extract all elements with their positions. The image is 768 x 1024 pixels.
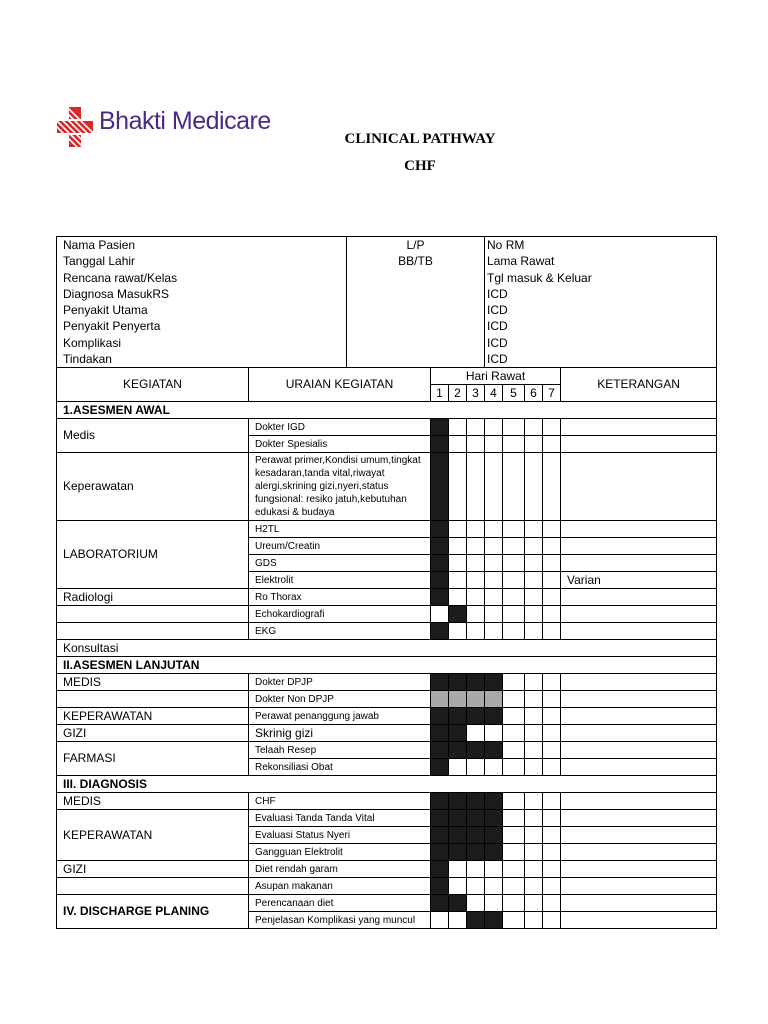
- kegiatan-cell: GIZI: [57, 725, 249, 742]
- uraian-cell: H2TL: [249, 521, 431, 538]
- day-cell: [543, 793, 561, 810]
- section-row: [57, 657, 717, 674]
- day-cell-filled: [431, 589, 449, 606]
- day-cell-filled: [431, 810, 449, 827]
- day-cell-filled: [467, 827, 485, 844]
- day-cell: [467, 572, 485, 589]
- day-cell: [503, 844, 525, 861]
- keterangan-cell: [561, 895, 717, 912]
- table-row: [57, 419, 717, 436]
- day-cell-filled: [449, 844, 467, 861]
- keterangan-cell: [561, 878, 717, 895]
- day-cell-filled: [449, 742, 467, 759]
- info-label: ICD: [487, 303, 508, 318]
- day-cell: [449, 878, 467, 895]
- uraian-cell: Skrinig gizi: [249, 725, 431, 742]
- table-row: [57, 725, 717, 742]
- day-cell: [467, 436, 485, 453]
- day-cell-filled: [431, 895, 449, 912]
- uraian-cell: Penjelasan Komplikasi yang muncul: [249, 912, 431, 929]
- table-row: [57, 742, 717, 759]
- day-cell: [503, 572, 525, 589]
- day-cell: [543, 759, 561, 776]
- logo-text: Bhakti Medicare: [99, 107, 271, 135]
- day-cell: [543, 844, 561, 861]
- keterangan-cell: [561, 725, 717, 742]
- kegiatan-cell: [57, 606, 249, 623]
- day-cell-partial: [449, 691, 467, 708]
- day-number: 2: [449, 385, 467, 402]
- day-cell: [525, 827, 543, 844]
- day-cell-filled: [467, 793, 485, 810]
- day-cell: [467, 759, 485, 776]
- day-cell: [543, 555, 561, 572]
- kegiatan-cell: LABORATORIUM: [57, 521, 249, 589]
- day-cell: [467, 453, 485, 521]
- day-cell: [525, 419, 543, 436]
- keterangan-cell: Varian: [561, 572, 717, 589]
- kegiatan-cell: MEDIS: [57, 793, 249, 810]
- day-cell: [449, 759, 467, 776]
- header-kegiatan: KEGIATAN: [57, 368, 249, 402]
- day-cell: [503, 895, 525, 912]
- day-cell: [503, 810, 525, 827]
- table-row: [57, 640, 717, 657]
- day-cell: [503, 623, 525, 640]
- info-label: ICD: [487, 335, 508, 350]
- day-cell-filled: [449, 895, 467, 912]
- day-cell: [485, 555, 503, 572]
- patient-info-right: [485, 237, 717, 368]
- table-row: [57, 691, 717, 708]
- kegiatan-cell: KEPERAWATAN: [57, 708, 249, 725]
- keterangan-cell: [561, 436, 717, 453]
- table-row: [57, 674, 717, 691]
- day-cell-filled: [431, 708, 449, 725]
- table-row: [57, 623, 717, 640]
- keterangan-cell: [561, 827, 717, 844]
- day-cell: [543, 538, 561, 555]
- day-number: 1: [431, 385, 449, 402]
- table-row: [57, 589, 717, 606]
- keterangan-cell: [561, 453, 717, 521]
- day-cell: [543, 521, 561, 538]
- uraian-cell: Elektrolit: [249, 572, 431, 589]
- day-number: 5: [503, 385, 525, 402]
- day-cell-filled: [431, 521, 449, 538]
- kegiatan-cell: [57, 878, 249, 895]
- day-cell-filled: [431, 827, 449, 844]
- day-cell-filled: [431, 844, 449, 861]
- uraian-cell: CHF: [249, 793, 431, 810]
- day-cell: [503, 878, 525, 895]
- info-label: Komplikasi: [63, 335, 122, 350]
- day-cell: [525, 861, 543, 878]
- document-subtitle: CHF: [404, 158, 436, 174]
- section-row: [57, 776, 717, 793]
- table-row: [57, 708, 717, 725]
- day-cell: [485, 521, 503, 538]
- day-cell: [467, 555, 485, 572]
- patient-info-mid: [347, 237, 485, 368]
- uraian-cell: Dokter Non DPJP: [249, 691, 431, 708]
- day-cell: [485, 453, 503, 521]
- day-cell: [525, 623, 543, 640]
- day-cell: [543, 878, 561, 895]
- uraian-cell: Diet rendah garam: [249, 861, 431, 878]
- day-cell-filled: [485, 844, 503, 861]
- day-cell: [543, 810, 561, 827]
- header-uraian: URAIAN KEGIATAN: [249, 368, 431, 402]
- section-title: III. DIAGNOSIS: [57, 776, 717, 793]
- day-cell-filled: [431, 555, 449, 572]
- day-cell-filled: [467, 844, 485, 861]
- day-cell: [525, 521, 543, 538]
- day-cell: [449, 453, 467, 521]
- uraian-cell: Dokter IGD: [249, 419, 431, 436]
- day-cell: [543, 623, 561, 640]
- info-label: Penyakit Penyerta: [63, 319, 161, 334]
- day-cell: [503, 674, 525, 691]
- day-cell-filled: [431, 742, 449, 759]
- day-cell: [503, 419, 525, 436]
- kegiatan-cell: Radiologi: [57, 589, 249, 606]
- table-row: [57, 878, 717, 895]
- day-cell: [467, 623, 485, 640]
- day-cell: [543, 419, 561, 436]
- uraian-cell: Evaluasi Tanda Tanda Vital: [249, 810, 431, 827]
- uraian-cell: Evaluasi Status Nyeri: [249, 827, 431, 844]
- day-cell-partial: [485, 691, 503, 708]
- day-cell: [525, 691, 543, 708]
- day-cell: [525, 725, 543, 742]
- kegiatan-cell: KEPERAWATAN: [57, 810, 249, 861]
- day-cell: [449, 589, 467, 606]
- uraian-cell: Gangguan Elektrolit: [249, 844, 431, 861]
- uraian-cell: Ureum/Creatin: [249, 538, 431, 555]
- day-cell-filled: [449, 810, 467, 827]
- uraian-cell: Perencanaan diet: [249, 895, 431, 912]
- day-cell-filled: [485, 674, 503, 691]
- clinical-pathway-table: [56, 236, 717, 929]
- day-cell-filled: [431, 793, 449, 810]
- day-cell-filled: [431, 436, 449, 453]
- day-cell: [485, 725, 503, 742]
- day-cell: [485, 623, 503, 640]
- day-cell: [525, 436, 543, 453]
- day-cell: [503, 606, 525, 623]
- day-cell: [525, 708, 543, 725]
- day-cell: [525, 742, 543, 759]
- info-label: Tanggal Lahir: [63, 254, 136, 269]
- keterangan-cell: [561, 521, 717, 538]
- keterangan-cell: [561, 844, 717, 861]
- uraian-cell: Asupan makanan: [249, 878, 431, 895]
- day-cell-filled: [485, 742, 503, 759]
- kegiatan-cell: [57, 691, 249, 708]
- info-label: Nama Pasien: [63, 238, 136, 252]
- day-cell: [485, 895, 503, 912]
- day-cell: [503, 538, 525, 555]
- keterangan-cell: [561, 606, 717, 623]
- day-cell: [503, 436, 525, 453]
- kegiatan-cell: FARMASI: [57, 742, 249, 776]
- day-cell: [543, 912, 561, 929]
- day-cell-filled: [485, 810, 503, 827]
- keterangan-cell: [561, 810, 717, 827]
- kegiatan-cell: Keperawatan: [57, 453, 249, 521]
- day-cell: [525, 844, 543, 861]
- day-cell-filled: [431, 419, 449, 436]
- day-cell-filled: [431, 759, 449, 776]
- info-label: Tindakan: [63, 352, 112, 367]
- day-cell: [525, 674, 543, 691]
- day-cell: [449, 555, 467, 572]
- day-cell: [503, 861, 525, 878]
- keterangan-cell: [561, 623, 717, 640]
- uraian-cell: GDS: [249, 555, 431, 572]
- day-cell: [449, 912, 467, 929]
- kegiatan-cell: MEDIS: [57, 674, 249, 691]
- day-cell-filled: [485, 708, 503, 725]
- header-hari-rawat: Hari Rawat: [431, 368, 561, 385]
- day-cell-filled: [431, 725, 449, 742]
- day-cell: [431, 606, 449, 623]
- day-cell: [525, 555, 543, 572]
- day-cell: [543, 606, 561, 623]
- day-cell: [525, 878, 543, 895]
- uraian-cell: Rekonsiliasi Obat: [249, 759, 431, 776]
- info-label: ICD: [487, 352, 508, 367]
- day-cell-partial: [467, 691, 485, 708]
- uraian-cell: Perawat primer,Kondisi umum,tingkat kesadaran,tanda vital,riwayat alergi,skrining gizi,nyeri,status fungsional: resiko jatuh,kebutuhan edukasi & budaya: [249, 453, 431, 521]
- day-cell-filled: [431, 453, 449, 521]
- day-cell-filled: [467, 742, 485, 759]
- day-cell: [525, 572, 543, 589]
- day-cell: [543, 572, 561, 589]
- day-cell: [485, 606, 503, 623]
- table-row: [57, 861, 717, 878]
- day-cell: [485, 419, 503, 436]
- day-cell-filled: [449, 793, 467, 810]
- keterangan-cell: [561, 793, 717, 810]
- keterangan-cell: [561, 674, 717, 691]
- day-cell: [543, 895, 561, 912]
- keterangan-cell: [561, 419, 717, 436]
- day-cell: [543, 708, 561, 725]
- day-cell: [503, 521, 525, 538]
- day-cell: [449, 538, 467, 555]
- day-cell: [543, 827, 561, 844]
- uraian-cell: Echokardiografi: [249, 606, 431, 623]
- kegiatan-cell: [57, 623, 249, 640]
- day-cell: [525, 589, 543, 606]
- document-title: CLINICAL PATHWAY: [344, 131, 496, 147]
- keterangan-cell: [561, 742, 717, 759]
- info-label: Penyakit Utama: [63, 303, 148, 318]
- day-cell: [467, 861, 485, 878]
- day-cell: [543, 674, 561, 691]
- day-cell: [485, 589, 503, 606]
- day-cell: [467, 895, 485, 912]
- day-cell: [503, 708, 525, 725]
- day-cell: [485, 538, 503, 555]
- kegiatan-cell: GIZI: [57, 861, 249, 878]
- day-number: 7: [543, 385, 561, 402]
- day-cell-filled: [431, 674, 449, 691]
- day-cell: [543, 725, 561, 742]
- uraian-cell: Dokter Spesialis: [249, 436, 431, 453]
- info-label: ICD: [487, 286, 508, 301]
- day-cell: [467, 725, 485, 742]
- header-row: [57, 368, 717, 385]
- section-title: II.ASESMEN LANJUTAN: [57, 657, 717, 674]
- day-cell: [467, 589, 485, 606]
- keterangan-cell: [561, 538, 717, 555]
- day-cell: [503, 725, 525, 742]
- day-cell: [525, 538, 543, 555]
- day-cell: [543, 436, 561, 453]
- info-label: Diagnosa MasukRS: [63, 286, 170, 301]
- day-cell: [485, 878, 503, 895]
- day-cell-filled: [431, 878, 449, 895]
- uraian-cell: Dokter DPJP: [249, 674, 431, 691]
- day-cell: [467, 521, 485, 538]
- kegiatan-cell: Konsultasi: [57, 640, 717, 657]
- day-cell-filled: [467, 674, 485, 691]
- day-cell: [525, 759, 543, 776]
- day-cell: [467, 878, 485, 895]
- section-row: [57, 402, 717, 419]
- info-label: ICD: [487, 319, 508, 334]
- day-cell: [543, 861, 561, 878]
- day-cell-filled: [431, 538, 449, 555]
- day-cell: [503, 589, 525, 606]
- day-cell: [485, 759, 503, 776]
- info-label: Tgl masuk & Keluar: [487, 270, 592, 285]
- day-cell: [449, 861, 467, 878]
- day-cell: [449, 436, 467, 453]
- day-cell-filled: [431, 861, 449, 878]
- day-cell-filled: [449, 827, 467, 844]
- day-cell-filled: [485, 793, 503, 810]
- day-number: 6: [525, 385, 543, 402]
- info-label: BB/TB: [398, 254, 433, 269]
- day-cell-filled: [431, 572, 449, 589]
- day-cell: [525, 453, 543, 521]
- day-cell-filled: [449, 674, 467, 691]
- day-cell: [467, 606, 485, 623]
- info-label: L/P: [406, 238, 425, 252]
- day-cell-filled: [431, 623, 449, 640]
- uraian-cell: EKG: [249, 623, 431, 640]
- section-title: 1.ASESMEN AWAL: [57, 402, 717, 419]
- day-cell: [449, 572, 467, 589]
- day-cell: [503, 827, 525, 844]
- day-cell: [543, 742, 561, 759]
- table-row: [57, 521, 717, 538]
- day-cell: [467, 419, 485, 436]
- day-cell-filled: [467, 912, 485, 929]
- keterangan-cell: [561, 708, 717, 725]
- day-cell-partial: [431, 691, 449, 708]
- day-cell: [503, 453, 525, 521]
- day-cell: [503, 555, 525, 572]
- uraian-cell: Perawat penanggung jawab: [249, 708, 431, 725]
- keterangan-cell: [561, 555, 717, 572]
- day-cell-filled: [449, 708, 467, 725]
- header-keterangan: KETERANGAN: [561, 368, 717, 402]
- kegiatan-cell: Medis: [57, 419, 249, 453]
- patient-info-row: [57, 237, 717, 368]
- table-row: [57, 793, 717, 810]
- day-cell: [503, 793, 525, 810]
- day-cell: [503, 742, 525, 759]
- day-cell: [525, 912, 543, 929]
- uraian-cell: Telaah Resep: [249, 742, 431, 759]
- keterangan-cell: [561, 589, 717, 606]
- day-cell: [525, 606, 543, 623]
- table-row: [57, 810, 717, 827]
- day-cell: [525, 895, 543, 912]
- day-number: 3: [467, 385, 485, 402]
- day-cell: [503, 912, 525, 929]
- day-cell: [525, 793, 543, 810]
- keterangan-cell: [561, 759, 717, 776]
- day-cell: [431, 912, 449, 929]
- table-row: [57, 606, 717, 623]
- keterangan-cell: [561, 691, 717, 708]
- day-cell: [503, 759, 525, 776]
- day-cell: [503, 691, 525, 708]
- day-cell: [485, 572, 503, 589]
- day-cell: [467, 538, 485, 555]
- keterangan-cell: [561, 912, 717, 929]
- day-cell-filled: [467, 810, 485, 827]
- day-cell: [543, 453, 561, 521]
- table-row: [57, 895, 717, 912]
- info-label: Rencana rawat/Kelas: [63, 270, 178, 285]
- patient-info-left: [57, 237, 347, 368]
- day-cell-filled: [467, 708, 485, 725]
- day-cell: [449, 623, 467, 640]
- day-cell: [485, 861, 503, 878]
- day-cell-filled: [449, 725, 467, 742]
- day-cell: [485, 436, 503, 453]
- uraian-cell: Ro Thorax: [249, 589, 431, 606]
- day-number: 4: [485, 385, 503, 402]
- day-cell: [543, 589, 561, 606]
- info-label: Lama Rawat: [487, 254, 555, 269]
- kegiatan-cell: IV. DISCHARGE PLANING: [57, 895, 249, 929]
- table-row: [57, 453, 717, 521]
- day-cell-filled: [485, 912, 503, 929]
- day-cell-filled: [449, 606, 467, 623]
- day-cell: [525, 810, 543, 827]
- day-cell: [543, 691, 561, 708]
- day-cell: [449, 521, 467, 538]
- day-cell: [449, 419, 467, 436]
- day-cell-filled: [485, 827, 503, 844]
- keterangan-cell: [561, 861, 717, 878]
- info-label: No RM: [487, 238, 525, 252]
